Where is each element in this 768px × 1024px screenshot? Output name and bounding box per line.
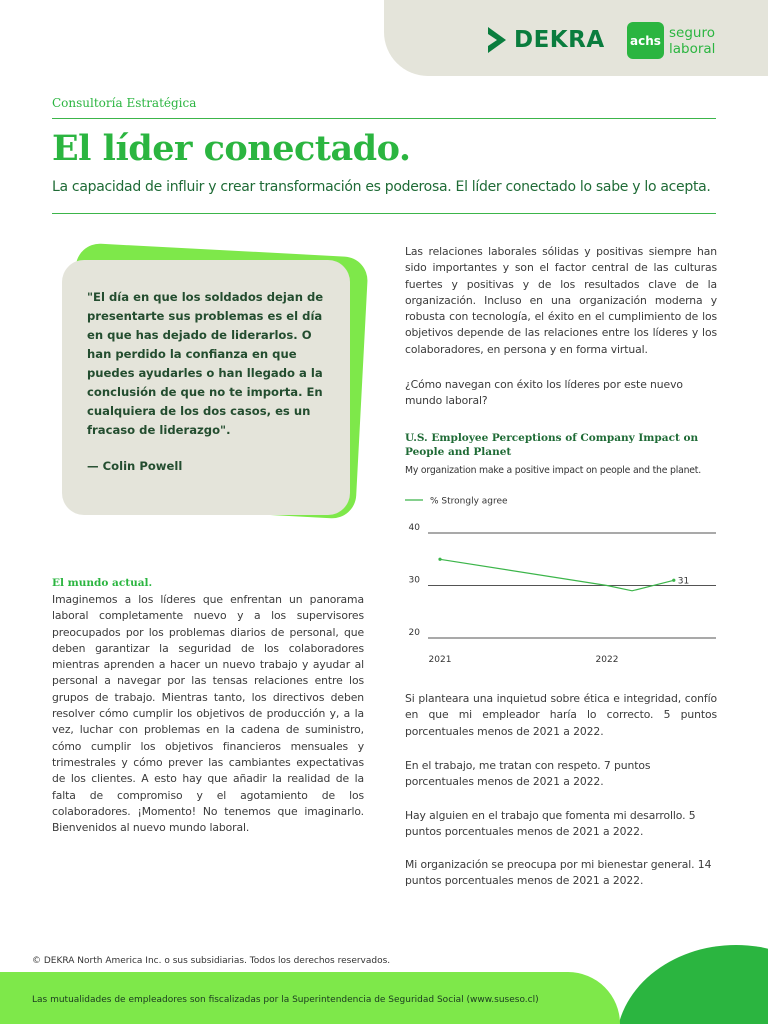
right-paragraph-3: Hay alguien en el trabajo que fomenta mi desarrollo. 5 puntos porcentuales menos de 2021 a 2022. (405, 809, 696, 839)
achs-line1: seguro (669, 24, 715, 41)
chart-title: U.S. Employee Perceptions of Company Impact on People and Planet (405, 432, 699, 458)
right-paragraph-4: Mi organización se preocupa por mi bienestar general. 14 puntos porcentuales menos de 2021 a 2022. (405, 858, 712, 888)
divider-bottom (52, 213, 716, 214)
line-chart (400, 488, 722, 668)
achs-line2: laboral (669, 40, 716, 57)
page-title: El líder conectado. (52, 128, 411, 169)
footer-notice: Las mutualidades de empleadores son fiscalizadas por la Superintendencia de Seguridad Social (www.suseso.cl) (32, 995, 539, 1005)
series-point-3 (672, 579, 675, 582)
dekra-wordmark: DEKRA (514, 27, 605, 53)
series-line-0 (440, 559, 674, 591)
dekra-chevron-icon (486, 26, 508, 54)
x-tick-label-2021: 2021 (428, 655, 452, 665)
page-subtitle: La capacidad de influir y crear transformación es poderosa. El líder conectado lo sabe y lo acepta. (52, 179, 711, 195)
dekra-logo (486, 26, 605, 54)
x-tick-label-2022: 2022 (595, 655, 619, 665)
right-paragraph-2: En el trabajo, me tratan con respeto. 7 puntos porcentuales menos de 2021 a 2022. (405, 759, 651, 789)
quote-text: "El día en que los soldados dejan de presentarte sus problemas es el día en que has dejado de liderarlos. O han perdido la confianza en que puedes ayudarles o han llegado a la conclusión de que no te importa. En cualquiera de los dos casos, es un fracaso de liderazgo". (87, 290, 324, 437)
series-point-0 (438, 558, 441, 561)
right-paragraph-1: Si planteara una inquietud sobre ética e integridad, confío en que mi empleador haría lo correcto. 5 puntos porcentuales menos de 2021 a 2022. (405, 692, 717, 738)
footer-corner-shape (616, 945, 768, 1024)
achs-logo (627, 22, 715, 59)
chart-subtitle: My organization make a positive impact on people and the planet. (405, 465, 701, 476)
series-end-label: 31 (677, 576, 690, 587)
right-intro: Las relaciones laborales sólidas y positivas siempre han sido importantes y son el factor central de las culturas fuertes y positivas y de los resultados clave de la organización. Incluso en una organización moderna y robusta con tecnología, el éxito en el cumplimiento de los objetivos depende de las relaciones entre los líderes y los colaboradores, en persona y en forma virtual. (405, 245, 717, 356)
divider-top (52, 118, 716, 119)
left-heading: El mundo actual. (52, 577, 153, 589)
y-tick-label-30: 30 (408, 575, 420, 586)
y-tick-label-20: 20 (408, 628, 420, 638)
copyright-text: © DEKRA North America Inc. o sus subsidiarias. Todos los derechos reservados. (32, 956, 391, 966)
quote-card (62, 260, 350, 515)
achs-wordmark (669, 25, 715, 57)
achs-badge: achs (627, 22, 664, 59)
left-body: Imaginemos a los líderes que enfrentan un panorama laboral completamente nuevo y a los supervisores preocupados por los problemas diarios de personal, que deben garantizar la seguridad de los colaboradores mientras aprenden a hacer un nuevo trabajo y ayudar al personal a navegar por las tensas relaciones entre los grupos de trabajo. Mientras tanto, los directivos deben resolver cómo cumplir los objetivos de producción y, a la vez, luchar con problemas en la cadena de suministro, cómo cumplir los objetivos financieros mensuales y trimestrales y cómo prever las cambiantes expectativas de los clientes. A esto hay que añadir la realidad de la falta de compromiso y el agotamiento de los colaboradores. ¡Momento! No tenemos que imaginarlo. Bienvenidos al nuevo mundo laboral. (52, 593, 364, 835)
y-tick-label-40: 40 (408, 523, 420, 533)
quote-author: — Colin Powell (87, 459, 183, 473)
section-label: Consultoría Estratégica (52, 96, 197, 110)
right-question: ¿Cómo navegan con éxito los líderes por este nuevo mundo laboral? (405, 378, 683, 408)
legend-label: % Strongly agree (430, 496, 508, 507)
